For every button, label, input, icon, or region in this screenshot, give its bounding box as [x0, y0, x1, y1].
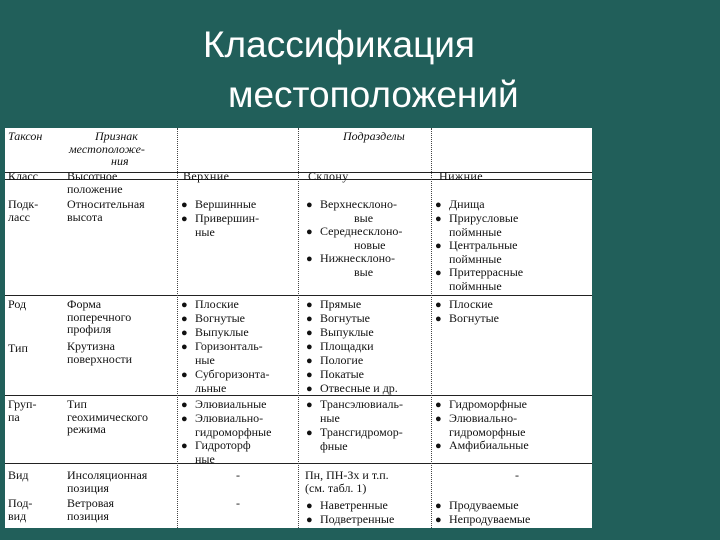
row-klass-taxon: Класс	[8, 169, 38, 183]
header-feature-line-3: ния	[111, 154, 129, 168]
list-item-text: Подветренные	[320, 512, 395, 526]
list-item	[306, 225, 402, 251]
classification-table	[5, 128, 592, 528]
row-gruppa-taxon-line-2: па	[8, 409, 20, 424]
bullet-icon: ●	[435, 240, 442, 252]
list-item-text-cont: новые	[354, 237, 386, 252]
list-item	[181, 198, 256, 212]
list-item	[181, 326, 249, 340]
row-podklass-feature	[67, 198, 145, 223]
bullet-icon: ●	[435, 413, 442, 425]
bullet-icon: ●	[306, 369, 313, 381]
slide-title	[0, 0, 720, 128]
row-gruppa-taxon	[8, 398, 36, 423]
list-item	[435, 398, 527, 412]
list-item	[435, 499, 519, 513]
list-item-text: Гидроморфные	[449, 397, 527, 411]
list-item	[306, 382, 398, 396]
bullet-icon: ●	[306, 327, 313, 339]
list-item-text: Нижнесклоно-	[320, 251, 395, 265]
row-rod-taxon: Род	[8, 297, 27, 311]
list-item-text: Притеррасные	[449, 265, 524, 279]
slide-title-line-2: местоположений	[228, 74, 519, 115]
row-vid-feature-line-1: Инсоляционная	[67, 468, 148, 482]
list-item-text: Привершин-	[195, 211, 260, 225]
list-item-text: Элювиальные	[195, 397, 267, 411]
bullet-icon: ●	[306, 341, 313, 353]
bullet-icon: ●	[306, 313, 313, 325]
row-podvid-taxon	[8, 497, 32, 522]
list-item-text-cont: гидроморфные	[449, 424, 526, 439]
row-klass-slope: Склону	[308, 169, 349, 183]
list-item-text: Вогнутые	[449, 311, 499, 325]
row-klass-upper: Верхние	[183, 169, 230, 183]
bullet-icon: ●	[435, 399, 442, 411]
row-gruppa-feature-line-3: режима	[67, 422, 106, 436]
list-item-text: Вогнутые	[195, 311, 245, 325]
row-podvid-feature-line-1: Ветровая	[67, 496, 115, 510]
row-vid-slope	[305, 469, 389, 494]
list-item	[435, 439, 529, 453]
row-podklass-feature-line-2: высота	[67, 209, 103, 224]
bullet-icon: ●	[306, 427, 313, 439]
list-item-text: Пологие	[320, 353, 364, 367]
row-podklass-taxon	[8, 198, 38, 223]
bullet-icon: ●	[306, 355, 313, 367]
list-item-text-cont: ные	[195, 451, 215, 466]
row-rod-feature-line-2: поперечного	[67, 309, 132, 324]
row-podklass-feature-line-1: Относительная	[67, 197, 145, 211]
list-item	[306, 354, 363, 368]
bullet-icon: ●	[181, 213, 188, 225]
bullet-icon: ●	[181, 413, 188, 425]
list-item	[306, 398, 403, 424]
bullet-icon: ●	[306, 500, 313, 512]
bullet-icon: ●	[306, 199, 313, 211]
list-item	[306, 513, 394, 527]
bullet-icon: ●	[181, 313, 188, 325]
list-item	[435, 266, 523, 292]
list-item-text: Плоские	[195, 297, 239, 311]
row-rod-feature	[67, 298, 131, 336]
row-klass-feature	[67, 170, 123, 195]
row-klass-feature-line-1: Высотное	[67, 169, 118, 183]
list-item-text: Выпуклые	[320, 325, 374, 339]
list-item-text: Трансэлювиаль-	[320, 397, 403, 411]
bullet-icon: ●	[435, 440, 442, 452]
bullet-icon: ●	[435, 213, 442, 225]
bullet-icon: ●	[181, 399, 188, 411]
row-podvid-feature-line-2: позиция	[67, 508, 109, 523]
list-item	[435, 513, 530, 527]
list-item-text: Вогнутые	[320, 311, 370, 325]
list-item-text-cont: фные	[320, 438, 348, 453]
row-vid-lower: -	[515, 468, 519, 482]
list-item-text: Середнесклоно-	[320, 224, 403, 238]
list-item-text: Продуваемые	[449, 498, 519, 512]
list-item-text-cont: поймнные	[449, 224, 502, 239]
list-item-text: Площадки	[320, 339, 374, 353]
list-item	[435, 239, 518, 265]
list-item	[435, 198, 485, 212]
list-item	[306, 298, 361, 312]
row-vid-taxon: Вид	[8, 468, 29, 482]
list-item-text: Прямые	[320, 297, 362, 311]
list-item-text: Верхнесклоно-	[320, 197, 397, 211]
list-item-text: Покатые	[320, 367, 364, 381]
list-item	[306, 499, 388, 513]
column-divider-2	[298, 128, 299, 528]
row-podvid-taxon-line-1: Под-	[8, 496, 33, 510]
bullet-icon: ●	[435, 267, 442, 279]
list-item	[181, 398, 267, 412]
row-gruppa-feature	[67, 398, 148, 436]
row-vid-feature	[67, 469, 147, 494]
list-item	[306, 340, 374, 354]
bullet-icon: ●	[306, 253, 313, 265]
bullet-icon: ●	[181, 327, 188, 339]
row-rod-feature-line-1: Форма	[67, 297, 102, 311]
header-subdivisions: Подразделы	[343, 129, 405, 143]
bullet-icon: ●	[181, 369, 188, 381]
header-feature-line-2: местоположе-	[69, 141, 145, 156]
list-item-text: Элювиально-	[449, 411, 518, 425]
list-item-text-cont: поймнные	[449, 251, 502, 266]
bullet-icon: ●	[435, 514, 442, 526]
list-item	[306, 252, 395, 278]
bullet-icon: ●	[181, 341, 188, 353]
list-item-text: Наветренные	[320, 498, 388, 512]
list-item	[306, 368, 364, 382]
list-item-text: Элювиально-	[195, 411, 264, 425]
list-item-text: Гидроторф	[195, 438, 251, 452]
column-divider-1	[177, 128, 178, 528]
row-klass-feature-line-2: положение	[67, 181, 123, 196]
list-item-text: Центральные	[449, 238, 518, 252]
list-item	[435, 298, 493, 312]
list-item	[306, 312, 370, 326]
list-item	[181, 439, 251, 465]
row-rod-feature-line-3: профиля	[67, 322, 112, 336]
bullet-icon: ●	[306, 383, 313, 395]
bullet-icon: ●	[181, 440, 188, 452]
row-vid-upper: -	[236, 468, 240, 482]
list-item-text-cont: вые	[354, 210, 374, 225]
list-item-text: Непродуваемые	[449, 512, 531, 526]
list-item	[181, 412, 271, 438]
bullet-icon: ●	[306, 299, 313, 311]
column-divider-3	[431, 128, 432, 528]
header-feature-line-1: Признак	[95, 129, 138, 143]
row-gruppa-feature-line-2: геохимического	[67, 409, 149, 424]
bullet-icon: ●	[435, 299, 442, 311]
list-item-text: Плоские	[449, 297, 493, 311]
list-item-text-cont: вые	[354, 264, 374, 279]
bullet-icon: ●	[181, 299, 188, 311]
list-item-text: Выпуклые	[195, 325, 249, 339]
row-tip-feature	[67, 340, 132, 365]
list-item-text-cont: ные	[195, 224, 215, 239]
bullet-icon: ●	[306, 226, 313, 238]
list-item	[435, 312, 499, 326]
list-item	[435, 412, 525, 438]
list-item-text: Днища	[449, 197, 485, 211]
bullet-icon: ●	[435, 199, 442, 211]
row-gruppa-feature-line-1: Тип	[67, 397, 87, 411]
bullet-icon: ●	[435, 500, 442, 512]
slide-title-line-1: Классификация	[203, 24, 475, 65]
list-item-text: Горизонталь-	[195, 339, 263, 353]
list-item	[435, 212, 518, 238]
header-taxon: Таксон	[8, 129, 43, 143]
row-gruppa-taxon-line-1: Груп-	[8, 397, 37, 411]
list-item-text: Амфибиальные	[449, 438, 529, 452]
row-podvid-taxon-line-2: вид	[8, 508, 27, 523]
list-item-text: Трансгидромор-	[320, 425, 403, 439]
list-item-text: Вершинные	[195, 197, 257, 211]
list-item	[306, 198, 397, 224]
list-item	[306, 426, 403, 452]
list-item	[181, 298, 239, 312]
bullet-icon: ●	[306, 399, 313, 411]
list-item-text: Субгоризонта-	[195, 367, 270, 381]
row-vid-feature-line-2: позиция	[67, 480, 109, 495]
row-podklass-taxon-line-1: Подк-	[8, 197, 39, 211]
header-feature	[67, 130, 145, 168]
bullet-icon: ●	[306, 514, 313, 526]
list-item-text: Прирусловые	[449, 211, 519, 225]
row-tip-feature-line-1: Крутизна	[67, 339, 115, 353]
list-item-text-cont: ные	[320, 410, 340, 425]
row-vid-slope-line-2: (см. табл. 1)	[305, 480, 367, 495]
row-podvid-upper: -	[236, 496, 240, 510]
row-tip-feature-line-2: поверхности	[67, 351, 133, 366]
list-item	[181, 340, 263, 366]
list-item-text: Отвесные и др.	[320, 381, 398, 395]
list-item-text-cont: гидроморфные	[195, 424, 272, 439]
row-klass-lower: Нижние	[439, 169, 483, 183]
list-item-text-cont: поймнные	[449, 278, 502, 293]
list-item	[306, 326, 374, 340]
row-podklass-taxon-line-2: ласс	[8, 209, 30, 224]
list-item-text-cont: льные	[195, 380, 227, 395]
list-item	[181, 368, 270, 394]
row-tip-taxon: Тип	[8, 341, 28, 355]
list-item	[181, 312, 245, 326]
row-vid-slope-line-1: Пн, ПН-Зх и т.п.	[305, 468, 389, 482]
list-item-text-cont: ные	[195, 352, 215, 367]
list-item	[181, 212, 259, 238]
bullet-icon: ●	[181, 199, 188, 211]
bullet-icon: ●	[435, 313, 442, 325]
row-podvid-feature	[67, 497, 114, 522]
